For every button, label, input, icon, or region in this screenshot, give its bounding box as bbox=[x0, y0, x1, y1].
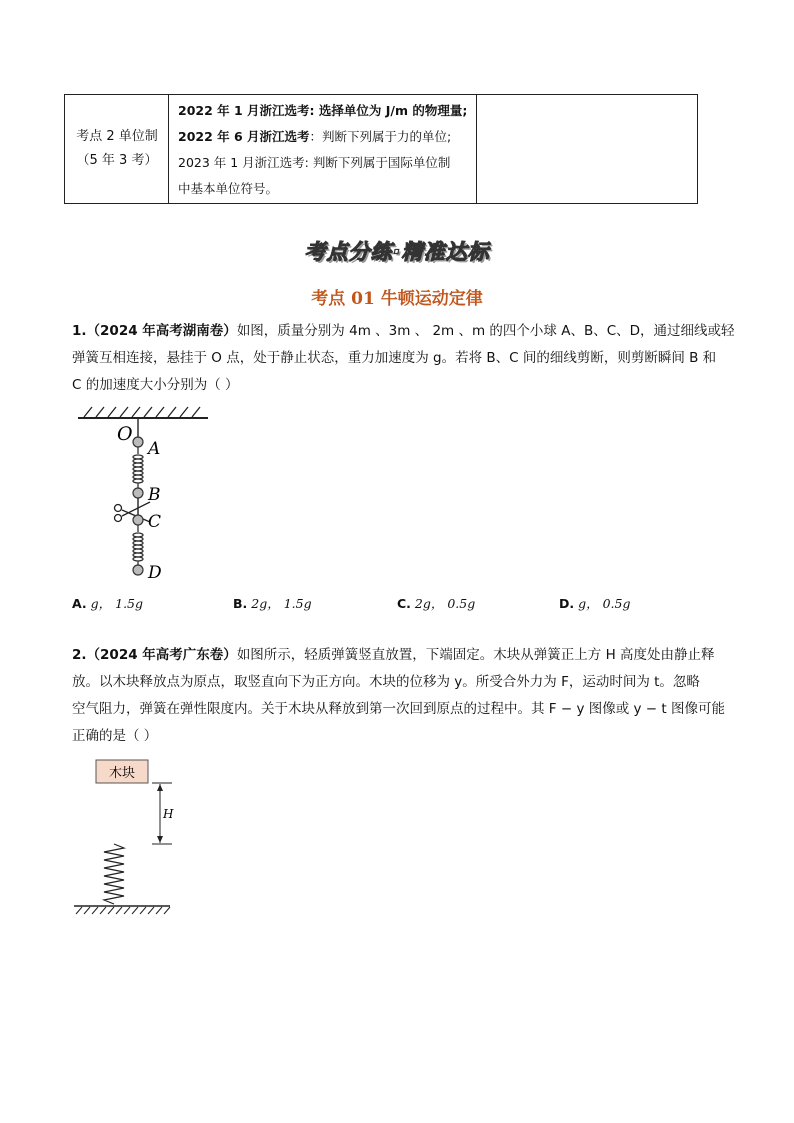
section-title: 考点分练·精准达标 bbox=[304, 240, 490, 264]
q2-line3: 空气阻力，弹簧在弹性限度内。关于木块从释放到第一次回到原点的过程中。其 F − y 图像或 y − t 图像可能 bbox=[72, 701, 725, 717]
ball-d bbox=[133, 565, 143, 575]
exam-line: 2023 年 1 月浙江选考: 判断下列属于国际单位制 bbox=[178, 155, 451, 170]
ground-hatch bbox=[76, 907, 170, 914]
ceiling-hatch bbox=[84, 407, 200, 417]
q1-figure bbox=[70, 404, 220, 584]
ball-c bbox=[133, 515, 143, 525]
exam-line: 2022 年 1 月浙江选考: 选择单位为 J/m 的物理量; bbox=[178, 103, 468, 118]
exam-line: 2022 年 6 月浙江选考：判断下列属于力的单位; bbox=[178, 129, 452, 144]
q2-line4: 正确的是（ ） bbox=[72, 728, 158, 744]
label-c: C bbox=[148, 512, 162, 532]
q1-option-c[interactable]: C. 2g， 0.5g bbox=[397, 596, 476, 611]
info-table bbox=[64, 94, 698, 204]
table-divider bbox=[476, 95, 477, 203]
q1-line3: C 的加速度大小分别为（ ） bbox=[72, 377, 239, 393]
q1-option-d[interactable]: D. g， 0.5g bbox=[559, 596, 631, 611]
label-b: B bbox=[148, 485, 161, 505]
topic-label: 考点 2 单位制 bbox=[76, 129, 158, 144]
label-d: D bbox=[148, 563, 162, 583]
scissors-icon bbox=[115, 502, 151, 522]
q2-line2: 放。以木块释放点为原点，取竖直向下为正方向。木块的位移为 y。所受合外力为 F，运动时间为 t。忽略 bbox=[72, 674, 700, 690]
wood-block-label: 木块 bbox=[108, 766, 136, 781]
topic-count: （5 年 3 考） bbox=[76, 153, 158, 168]
spring bbox=[104, 844, 124, 904]
subsection-title: 考点 01 牛顿运动定律 bbox=[311, 289, 483, 309]
q1-option-a[interactable]: A. g， 1.5g bbox=[72, 596, 143, 611]
q1-option-b[interactable]: B. 2g， 1.5g bbox=[233, 596, 312, 611]
table-cell-topic bbox=[65, 95, 169, 203]
exam-line: 中基本单位符号。 bbox=[178, 181, 279, 196]
label-a: A bbox=[148, 439, 161, 459]
q1-line2: 弹簧互相连接，悬挂于 O 点，处于静止状态，重力加速度为 g。若将 B、C 间的细线剪断，则剪断瞬间 B 和 bbox=[72, 350, 717, 366]
ball-a bbox=[133, 437, 143, 447]
ball-b bbox=[133, 488, 143, 498]
q1-line1: 1.（2024 年高考湖南卷）如图，质量分别为 4m 、3m 、 2m 、m 的四个小球 A、B、C、D，通过细线或轻 bbox=[72, 323, 735, 339]
spring-ab bbox=[133, 447, 143, 489]
height-label: H bbox=[163, 807, 174, 821]
label-o: O bbox=[117, 423, 133, 445]
spring-cd bbox=[133, 525, 143, 566]
q2-figure bbox=[70, 756, 210, 916]
q2-line1: 2.（2024 年高考广东卷）如图所示，轻质弹簧竖直放置，下端固定。木块从弹簧正上方 H 高度处由静止释 bbox=[72, 647, 715, 663]
